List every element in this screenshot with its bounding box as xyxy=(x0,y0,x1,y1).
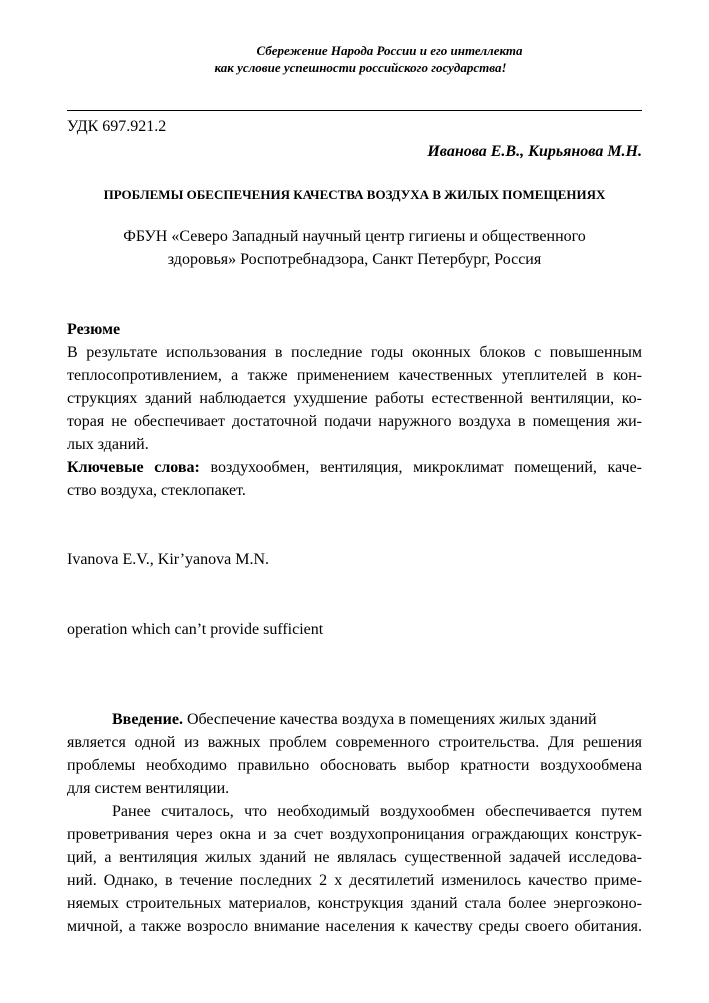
resume-line: струкциях зданий наблюдается ухудшение работы естественной вентиляции, ко- xyxy=(67,390,642,407)
keywords-line xyxy=(67,456,642,479)
english-authors: Ivanova E.V., Kir’yanova M.N. xyxy=(67,551,270,568)
keywords-text: воздухообмен, вентиляция, микроклимат помещений, каче- xyxy=(199,459,643,476)
resume-line: торая не обеспечивает достаточной подачи наружного воздуха в помещения жи- xyxy=(67,413,642,430)
header-motto-line-1: Сбережение Народа России и его интеллекта xyxy=(256,43,523,58)
intro-p2-line: няемых строительных материалов, конструкция зданий стала более энергоэконо- xyxy=(67,895,642,912)
affiliation xyxy=(67,225,642,271)
affiliation-line: здоровья» Роспотребнадзора, Санкт Петербург, Россия xyxy=(167,251,542,268)
introduction xyxy=(67,708,642,938)
article-title: ПРОБЛЕМЫ ОБЕСПЕЧЕНИЯ КАЧЕСТВА ВОЗДУХА В ЖИЛЫХ ПОМЕЩЕНИЯХ xyxy=(103,187,606,202)
english-fragment: operation which can’t provide sufficient xyxy=(67,621,324,638)
header-motto-line-2: как условие успешности российского государства! xyxy=(214,60,507,75)
intro-first-line xyxy=(67,708,642,731)
intro-p2-line: ций, а вентиляция жилых зданий не являлась существенной задачей исследова- xyxy=(67,849,642,866)
resume-line: теплосопротивлением, а также применением качественных утеплителей в кон- xyxy=(67,367,642,384)
intro-line: для систем вентиляции. xyxy=(67,780,230,797)
resume-body xyxy=(67,341,642,502)
affiliation-line: ФБУН «Северо Западный научный центр гигиены и общественного xyxy=(123,228,586,245)
keywords-line-2: ство воздуха, стеклопакет. xyxy=(67,482,246,499)
intro-p2-line: проветривания через окна и за счет воздухопроницания ограждающих конструк- xyxy=(67,826,642,843)
keywords-label: Ключевые слова: xyxy=(67,459,200,476)
resume-line: В результате использования в последние годы оконных блоков с повышенным xyxy=(67,344,642,361)
intro-first-text: Обеспечение качества воздуха в помещениях жилых зданий xyxy=(182,711,597,728)
intro-p2-line: Ранее считалось, что необходимый воздухообмен обеспечивается путем xyxy=(112,803,642,820)
intro-p2-line: мичной, а также возросло внимание населения к качеству среды своего обитания. xyxy=(67,918,642,935)
intro-p2-line: ний. Однако, в течение последних 2 х десятилетий изменилось качество приме- xyxy=(67,872,642,889)
resume-heading: Резюме xyxy=(67,321,121,338)
intro-line: является одной из важных проблем современного строительства. Для решения xyxy=(67,734,642,751)
intro-label: Введение. xyxy=(112,711,183,728)
authors: Иванова Е.В., Кирьянова М.Н. xyxy=(427,143,642,160)
resume-line: лых зданий. xyxy=(67,436,149,453)
header-divider xyxy=(67,110,642,111)
udk-code: УДК 697.921.2 xyxy=(67,118,167,135)
intro-line: проблемы необходимо правильно обосновать выбор кратности воздухообмена xyxy=(67,757,642,774)
